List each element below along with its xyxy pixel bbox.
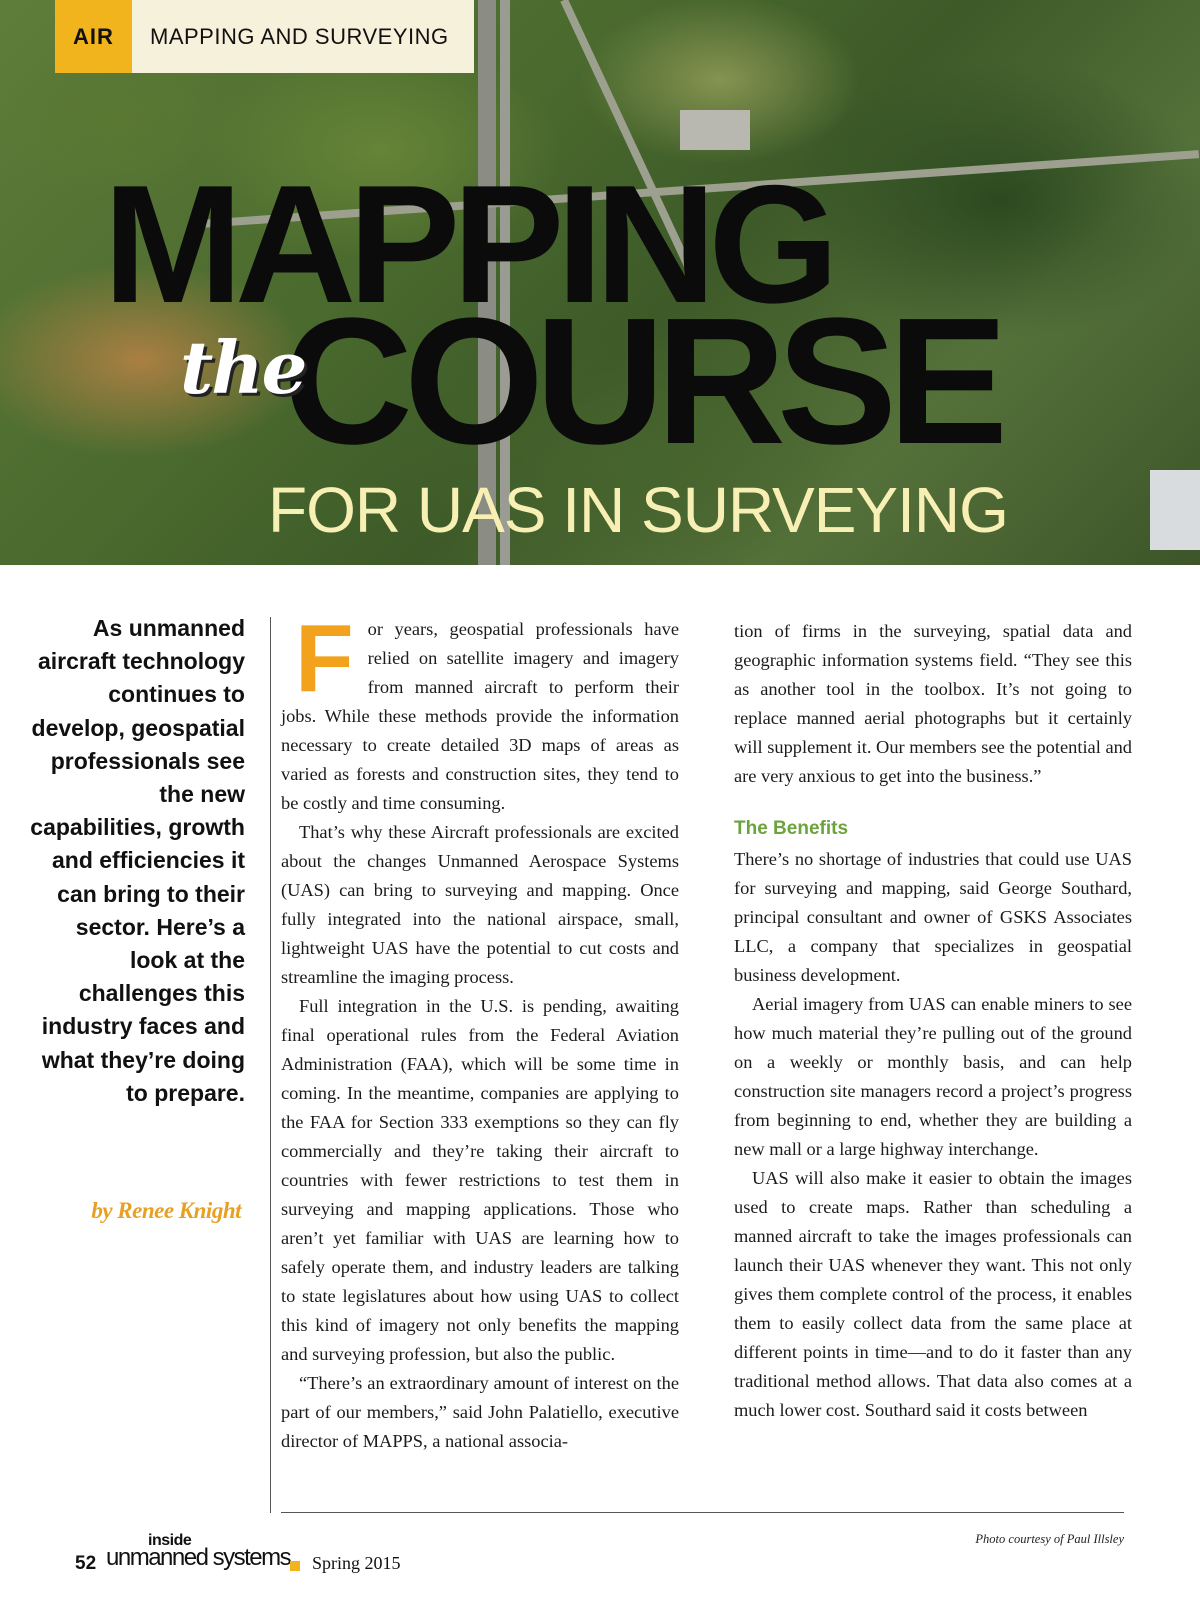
paragraph: There’s no shortage of industries that could use UAS for surveying and mapping, said George Southard, principal consultant and owner of GSKS Associates LLC, a company that specializes in geospatial business development. [734, 849, 1132, 985]
paragraph: tion of firms in the surveying, spatial data and geographic information systems field. “They see this as another tool in the toolbox. It’s not going to replace manned aerial photographs but it certainly will supplement it. Our members see the potential and are very anxious to get into the business.” [734, 621, 1132, 786]
article-column-1 [281, 605, 679, 1456]
deck-text: As unmanned aircraft technology continues to develop, geospatial professionals see the new capabilities, growth and efficiencies it can bring to their sector. Here’s a look at the challenges this industry faces and what they’re doing to prepare. [30, 615, 245, 1106]
footer-rule [281, 1512, 1124, 1513]
issue-date: Spring 2015 [312, 1553, 401, 1573]
section-tag: AIR [55, 0, 132, 73]
paragraph: That’s why these Aircraft professionals are excited about the changes Unmanned Aerospace Systems (UAS) can bring to surveying and mapping. Once fully integrated into the national airspace, small, lightweight UAS have the potential to cut costs and streamline the imaging process. [281, 822, 679, 987]
paragraph: “There’s an extraordinary amount of interest on the part of our members,” said John Palatiello, executive director of MAPPS, a national associa- [281, 1373, 679, 1451]
photo-credit: Photo courtesy of Paul Illsley [975, 1532, 1124, 1546]
page-number: 52 [75, 1553, 97, 1574]
title-the: the [180, 325, 306, 410]
paragraph: UAS will also make it easier to obtain the images used to create maps. Rather than scheduling a manned aircraft to take the images professionals can launch their UAS whenever they want. This not only gives them complete control of the process, it enables them to easily collect data from the same place at different points in time—and to do it faster than any traditional method allows. That data also comes at a much lower cost. Southard said it costs between [734, 1168, 1132, 1420]
logo-inside: inside [148, 1532, 192, 1549]
warehouse-roof [1150, 470, 1200, 550]
article-column-2 [734, 617, 1132, 1425]
paragraph [281, 605, 679, 818]
logo-unmanned-systems: unmanned systems [106, 1544, 291, 1571]
parking-lot [680, 110, 750, 150]
paragraph-text: or years, geospatial professionals have relied on satellite imagery and imagery from manned aircraft to perform their jobs. While these methods provide the information necessary to create detailed 3D maps of areas as varied as forests and construction sites, they tend to be costly and time consuming. [281, 619, 679, 813]
title-line-2: COURSE [283, 281, 1000, 482]
subhead-benefits: The Benefits [734, 818, 849, 839]
byline: by Renee Knight [91, 1198, 241, 1223]
column-divider [270, 617, 271, 1513]
torn-edge [0, 565, 1200, 578]
hero-aerial-photo [0, 0, 1200, 578]
section-label: MAPPING AND SURVEYING [132, 0, 474, 73]
title-subtitle: FOR UAS IN SURVEYING [268, 474, 1008, 546]
paragraph: Full integration in the U.S. is pending, awaiting final operational rules from the Federal Aviation Administration (FAA), which will be some time in coming. In the meantime, companies are applying to the FAA for Section 333 exemptions so they can fly commercially and they’re taking their aircraft to countries with fewer restrictions to test them in surveying and mapping applications. Those who aren’t yet familiar with UAS are learning how to safely operate them, and industry leaders are talking to state legislatures about how using UAS to collect this kind of imagery not only benefits the mapping and surveying profession, but also the public. [281, 996, 679, 1364]
paragraph: Aerial imagery from UAS can enable miners to see how much material they’re pulling out of the ground on a weekly or monthly basis, and can help construction site managers record a project’s progress from beginning to end, whether they are building a new mall or a large highway interchange. [734, 994, 1132, 1159]
bullet-square-icon [290, 1561, 300, 1571]
drop-cap: F [295, 605, 354, 712]
title-line-1: MAPPING [103, 150, 832, 338]
